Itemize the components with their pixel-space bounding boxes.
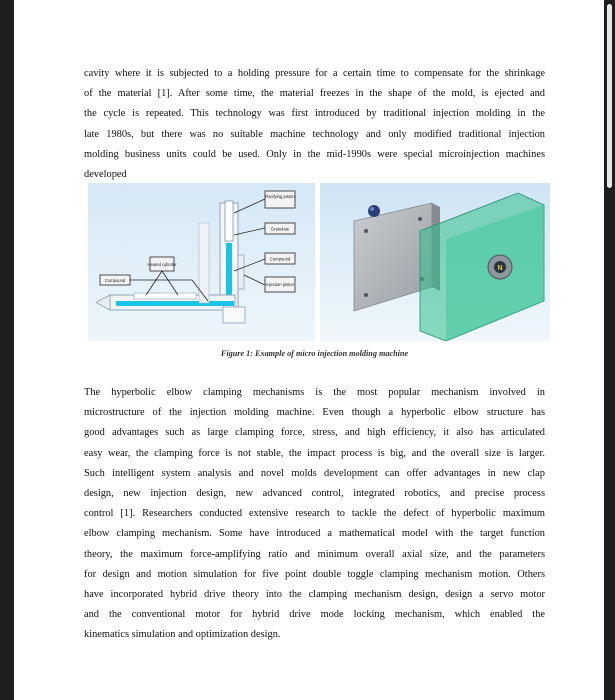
text-line: Such intelligent system analysis and novel molds development can offer advantages in new clap xyxy=(84,467,545,479)
heated-cylinder-inner xyxy=(134,293,196,299)
text-line: late 1980s, but there was no suitable machine technology and only modified traditional injection xyxy=(84,128,545,140)
label-text: Pacifying piston xyxy=(265,194,295,199)
figure-caption: Figure 1: Example of micro injection molding machine xyxy=(220,349,409,358)
text-line: and the conventional motor for hybrid drive mode locking mechanism, which enabled the xyxy=(84,609,545,621)
plate-hole xyxy=(364,293,368,297)
text-line: of the material [1]. After some time, the material freezes in the shape of the mold, is ejected and xyxy=(84,88,545,100)
text-line: elbow clamping mechanism. Some have introduced a mathematical model with the target function xyxy=(84,528,545,540)
scrollbar-thumb[interactable] xyxy=(607,4,612,188)
molten-compound-vertical xyxy=(226,243,232,301)
text-line: The hyperbolic elbow clamping mechanisms is the most popular mechanism involved in xyxy=(84,387,545,398)
pacifying-piston-shape xyxy=(225,201,233,241)
text-line: design, new injection design, new advanced control, integrated robotics, and precise process xyxy=(84,488,545,500)
injection-cylinder-top xyxy=(238,255,244,289)
label-text: Granulate xyxy=(270,226,290,232)
paragraph-intro xyxy=(84,64,545,185)
svg-text:N: N xyxy=(497,265,503,272)
knob xyxy=(368,205,380,217)
text-line: molding business units could be used. Only in the mid-1990s were special microinjection machines xyxy=(84,148,545,160)
molten-compound-horizontal xyxy=(116,301,234,306)
text-line: have incorporated hybrid drive theory into the clamping mechanism design, design a servo motor xyxy=(84,589,545,601)
text-line: easy wear, the clamping force is not stable, the impact process is big, and the overall size is larger. xyxy=(84,447,545,459)
text-line: the cycle is repeated. This technology was first introduced by traditional injection molding in the xyxy=(84,108,545,120)
mold-block xyxy=(223,307,245,323)
text-line: good advantages such as large clamping force, stress, and high efficiency, it also has articulated xyxy=(84,427,545,439)
document-page xyxy=(14,0,604,700)
paragraph-clamping xyxy=(84,383,545,646)
plate-hole xyxy=(418,217,422,221)
figure-mold-render xyxy=(320,183,550,341)
viewer-left-margin xyxy=(0,0,14,700)
label-text: Compound xyxy=(104,278,126,283)
text-line: cavity where it is subjected to a holding pressure for a certain time to compensate for the shrinkage xyxy=(84,68,545,79)
label-text: Heated cylinder xyxy=(147,262,177,267)
knob-highlight xyxy=(370,207,374,211)
svg-text:Pacifying piston xyxy=(265,194,295,199)
plate-hole xyxy=(364,229,368,233)
text-line: for design and motion simulation for five point double toggle clamping mechanism motion. Others xyxy=(84,568,545,580)
label-text: Compound xyxy=(269,256,291,262)
text-line: kinematics simulation and optimization design. xyxy=(84,629,281,641)
figure-schematic xyxy=(88,183,315,341)
text-line: theory, the maximum force-amplifying ratio and minimum overall axial size, and the parameters xyxy=(84,548,545,560)
text-line: developed xyxy=(84,169,127,181)
text-line: microstructure of the injection molding machine. Even though a hyperbolic elbow structure has xyxy=(84,407,545,419)
label-text: Injection piston xyxy=(266,282,294,287)
text-line: control [1]. Researchers conducted extensive research to tackle the defect of hyperbolic maximum xyxy=(84,508,545,520)
